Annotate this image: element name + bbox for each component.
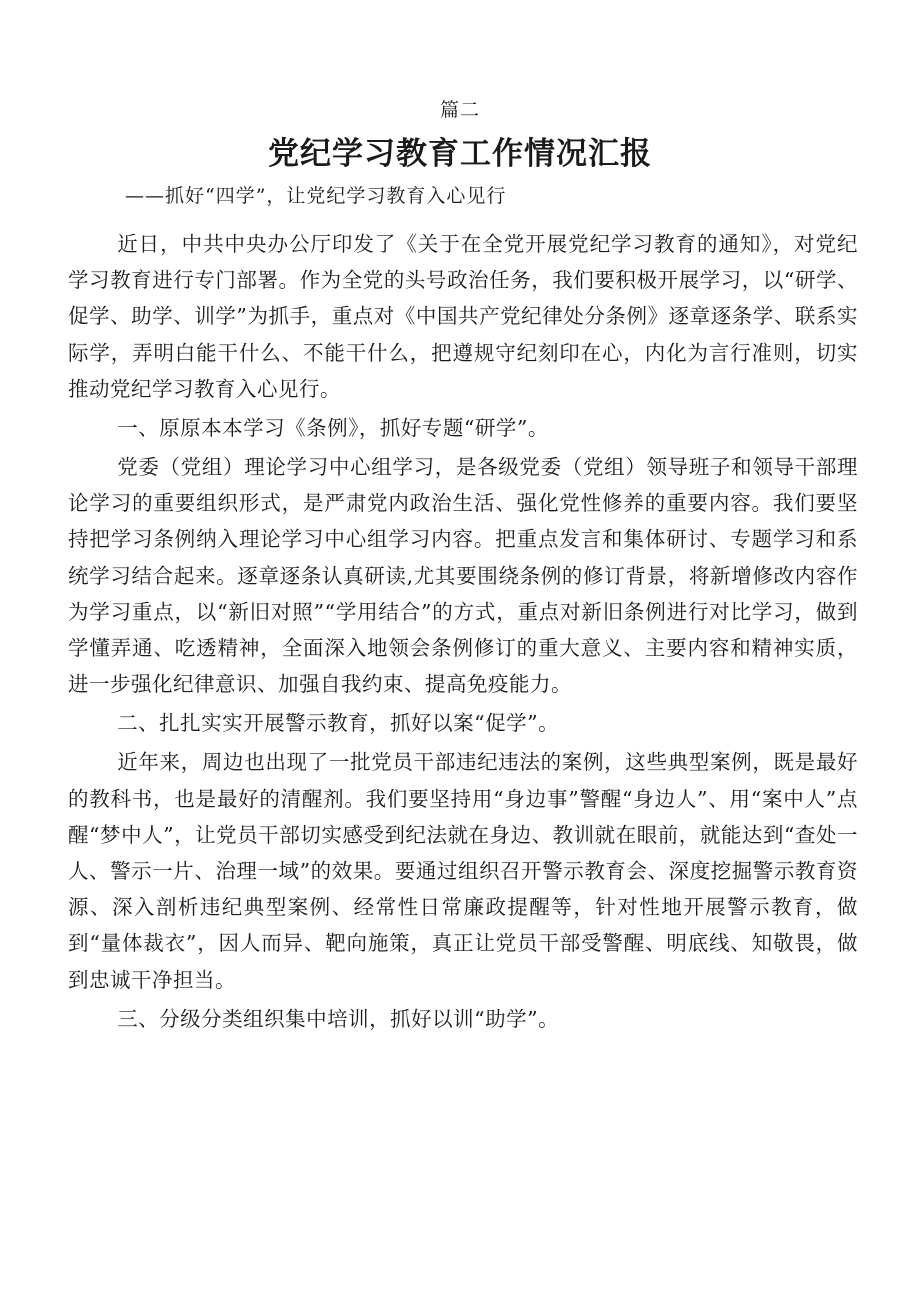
section-heading-2: 二、扎扎实实开展警示教育，抓好以案“促学”。: [117, 711, 560, 736]
document-title: 党纪学习教育工作情况汇报: [268, 136, 652, 172]
section-body-1: 党委（党组）理论学习中心组学习，是各级党委（党组）领导班子和领导干部理论学习的重要组织形式，是严肃党内政治生活、强化党性修养的重要内容。我们要坚持把学习条例纳入理论学习中心组学习内容。把重点发言和集体研讨、专题学习和系统学习结合起来。逐章逐条认真研读,尤其要围绕条例的修订背景，将新增修改内容作为学习重点，以“新旧对照”“学用结合”的方式，重点对新旧条例进行对比学习，做到学懂弄通、吃透精神，全面深入地领会条例修订的重大意义、主要内容和精神实质，进一步强化纪律意识、加强自我约束、提高免疫能力。: [68, 455, 858, 697]
document-subtitle: ——抓好“四学”，让党纪学习教育入心见行: [125, 185, 507, 207]
section-body-2: 近年来，周边也出现了一批党员干部违纪违法的案例，这些典型案例，既是最好的教科书，也是最好的清醒剂。我们要坚持用“身边事”警醒“身边人”、用“案中人”点醒“梦中人”，让党员干部切实感受到纪法就在身边、教训就在眼前，就能达到“查处一人、警示一片、治理一域”的效果。要通过组织召开警示教育会、深度挖掘警示教育资源、深入剖析违纪典型案例、经常性日常廉政提醒等，针对性地开展警示教育，做到“量体裁衣”，因人而异、靶向施策，真正让党员干部受警醒、明底线、知敬畏，做到忠诚干净担当。: [68, 750, 858, 992]
section-heading-3: 三、分级分类组织集中培训，抓好以训“助学”。: [117, 1006, 560, 1031]
document-body: [68, 226, 858, 1040]
document-label: 篇二: [439, 99, 480, 121]
section-heading-1: 一、原原本本学习《条例》，抓好专题“研学”。: [117, 416, 549, 441]
intro-paragraph: 近日，中共中央办公厅印发了《关于在全党开展党纪学习教育的通知》，对党纪学习教育进行专门部署。作为全党的头号政治任务，我们要积极开展学习，以“研学、促学、助学、训学”为抓手，重点对《中国共产党纪律处分条例》逐章逐条学、联系实际学，弄明白能干什么、不能干什么，把遵规守纪刻印在心，内化为言行准则，切实推动党纪学习教育入心见行。: [68, 232, 858, 401]
